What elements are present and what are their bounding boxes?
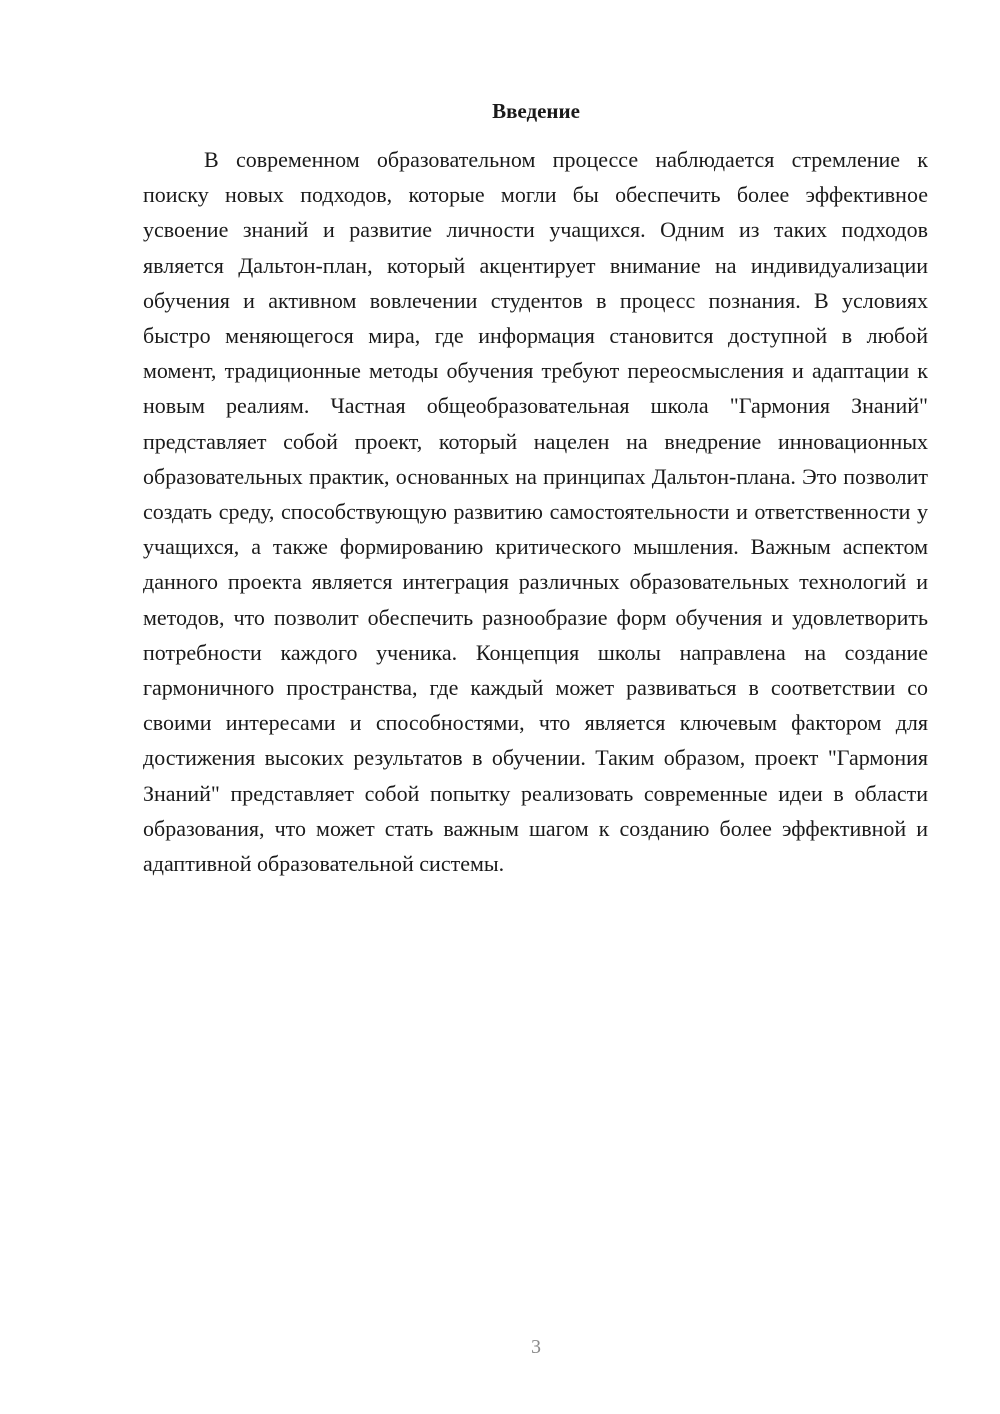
page-number: 3	[531, 1336, 541, 1358]
body-paragraph: В современном образовательном процессе наблюдается стремление к поиску новых подходов, которые могли бы обеспечить более эффективное усвоение знаний и развитие личности учащихся. Одним из таких подходов является Дальтон-план, который акцентирует внимание на индивидуализации обучения и активном вовлечении студентов в процесс познания. В условиях быстро меняющегося мира, где информация становится доступной в любой момент, традиционные методы обучения требуют переосмысления и адаптации к новым реалиям. Частная общеобразовательная школа "Гармония Знаний" представляет собой проект, который нацелен на внедрение инновационных образовательных практик, основанных на принципах Дальтон-плана. Это позволит создать среду, способствующую развитию самостоятельности и ответственности у учащихся, а также формированию критического мышления. Важным аспектом данного проекта является интеграция различных образовательных технологий и методов, что позволит обеспечить разнообразие форм обучения и удовлетворить потребности каждого ученика. Концепция школы направлена на создание гармоничного пространства, где каждый может развиваться в соответствии со своими интересами и способностями, что является ключевым фактором для достижения высоких результатов в обучении. Таким образом, проект "Гармония Знаний" представляет собой попытку реализовать современные идеи в области образования, что может стать важным шагом к созданию более эффективной и адаптивной образовательной системы.	[143, 147, 928, 877]
section-heading: Введение	[492, 99, 580, 123]
